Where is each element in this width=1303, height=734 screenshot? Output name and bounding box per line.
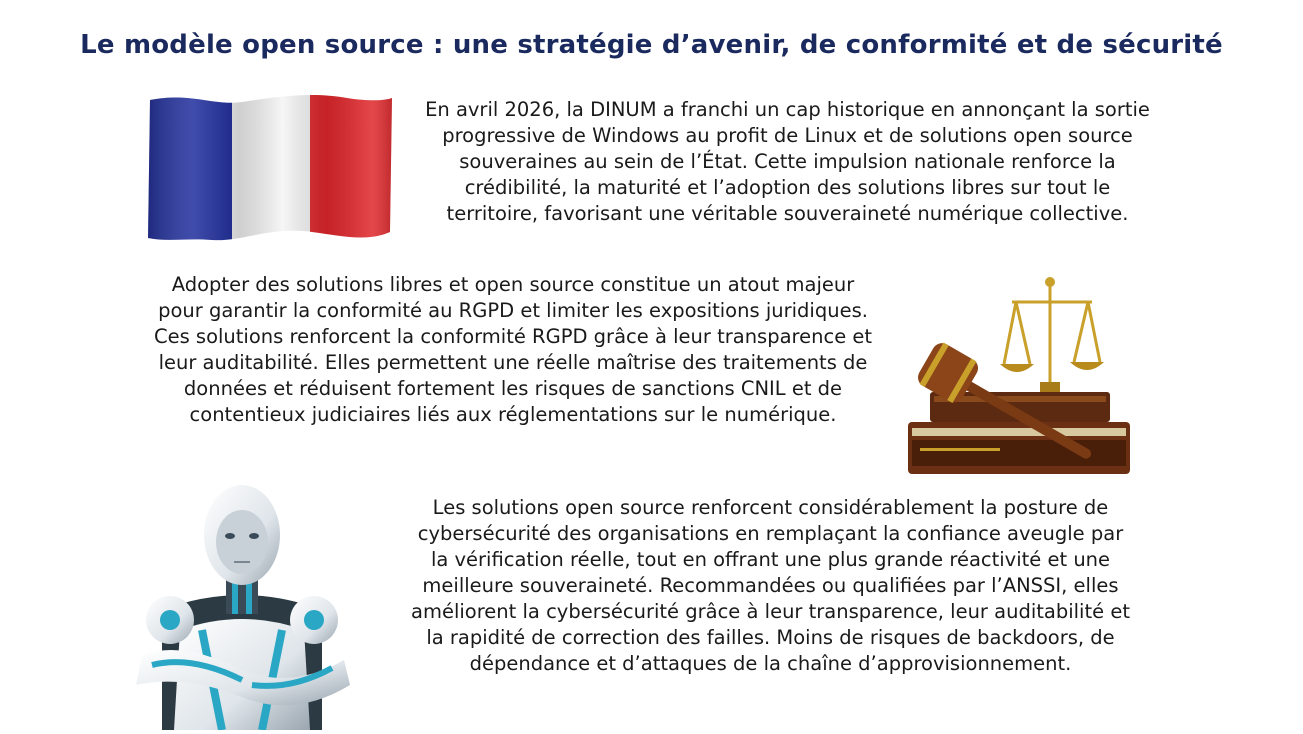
page-title: Le modèle open source : une stratégie d’avenir, de conformité et de sécurité <box>80 30 1223 60</box>
paragraph-cybersecurite: Les solutions open source renforcent considérablement la posture de cybersécurité des organisations en remplaçant la confiance aveugle par la vérification réelle, tout en offrant une plus grande réactivité et une meilleure souveraineté. Recommandées ou qualifiées par l’ANSSI, elles améliorent la cybersécurité grâce à leur transparence, leur auditabilité et la rapidité de correction des failles. Moins de risques de backdoors, de dépendance et d’attaques de la chaîne d’approvisionnement. <box>411 496 1130 675</box>
paragraph-dinum: En avril 2026, la DINUM a franchi un cap historique en annonçant la sortie progressive de Windows au profit de Linux et de solutions open source souveraines au sein de l’État. Cette impulsion nationale renforce la crédibilité, la maturité et l’adoption des solutions libres sur tout le territoire, favorisant une véritable souveraineté numérique collective. <box>425 98 1150 225</box>
french-flag-icon <box>142 92 398 246</box>
robot-icon <box>122 480 362 730</box>
paragraph-rgpd: Adopter des solutions libres et open source constitue un atout majeur pour garantir la conformité au RGPD et limiter les expositions juridiques. Ces solutions renforcent la conformité RGPD grâce à leur transparence et leur auditabilité. Elles permettent une réelle maîtrise des traitements de données et réduisent fortement les risques de sanctions CNIL et de contentieux judiciaires liés aux réglementations sur le numérique. <box>153 273 873 426</box>
justice-scales-gavel-icon <box>900 272 1134 484</box>
